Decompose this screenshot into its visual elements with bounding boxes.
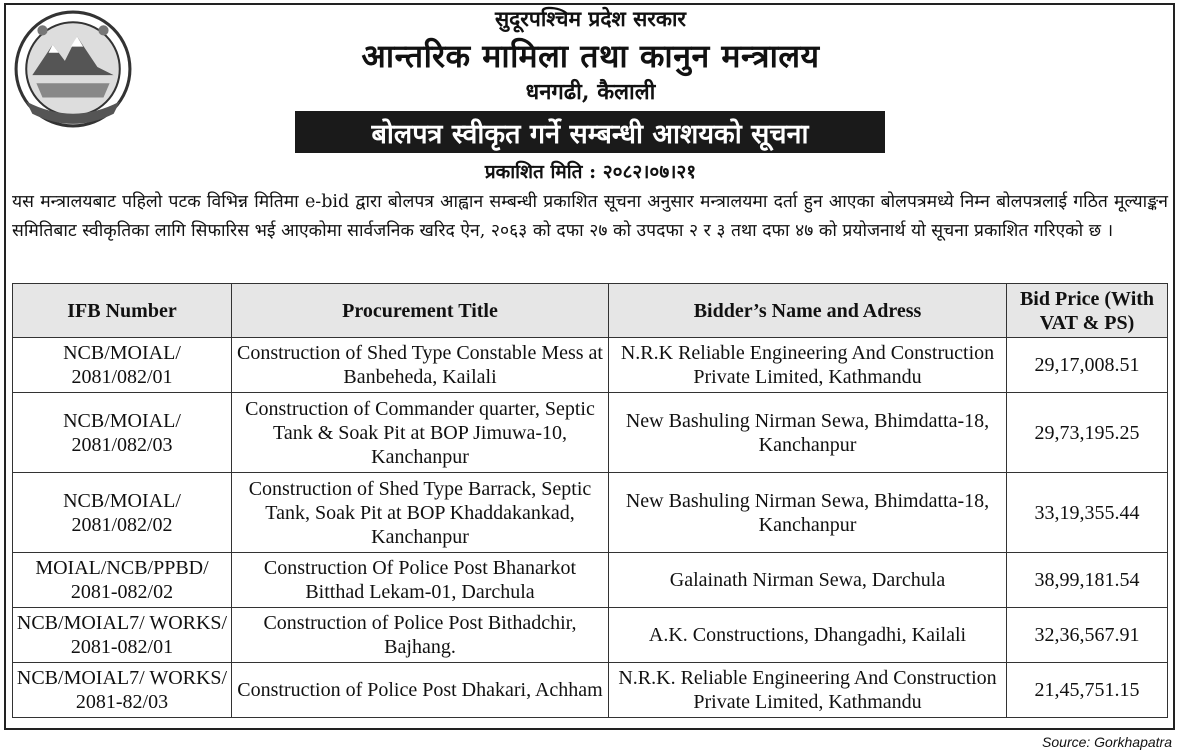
bid-price: 33,19,355.44 <box>1007 473 1168 553</box>
procurement-title: Construction of Police Post Dhakari, Achham <box>232 663 609 718</box>
bid-price: 29,17,008.51 <box>1007 338 1168 393</box>
procurement-title: Construction Of Police Post Bhanarkot Bitthad Lekam-01, Darchula <box>232 553 609 608</box>
intro-paragraph: यस मन्त्रालयबाट पहिलो पटक विभिन्न मितिमा e-bid द्वारा बोलपत्र आह्वान सम्बन्धी प्रकाशित सूचना अनुसार मन्त्रालयमा दर्ता हुन आएका बोलपत्रमध्ये निम्न बोलपत्रलाई गठित मूल्याङ्कन समितिबाट स्वीकृतिका लागि सिफारिस भई आएकोमा सार्वजनिक खरिद ऐन, २०६३ को दफा २७ को उपदफा २ र ३ तथा दफा ४७ को प्रयोजनार्थ यो सूचना प्रकाशित गरिएको छ । <box>12 192 1168 241</box>
column-header-title: Procurement Title <box>232 284 609 338</box>
ifb-number: NCB/MOIAL/ 2081/082/03 <box>13 393 232 473</box>
column-header-ifb: IFB Number <box>13 284 232 338</box>
ifb-number: MOIAL/NCB/PPBD/ 2081-082/02 <box>13 553 232 608</box>
procurement-title: Construction of Shed Type Barrack, Septic Tank, Soak Pit at BOP Khaddakankad, Kanchanpur <box>232 473 609 553</box>
procurement-title: Construction of Police Post Bithadchir, Bajhang. <box>232 608 609 663</box>
table-row <box>13 663 1168 718</box>
table-row <box>13 553 1168 608</box>
ifb-number: NCB/MOIAL/ 2081/082/01 <box>13 338 232 393</box>
ifb-number: NCB/MOIAL/ 2081/082/02 <box>13 473 232 553</box>
bidder-name: Galainath Nirman Sewa, Darchula <box>609 553 1007 608</box>
ifb-number: NCB/MOIAL7/ WORKS/ 2081-82/03 <box>13 663 232 718</box>
table-row <box>13 338 1168 393</box>
office-location: धनगढी, कैलाली <box>525 79 656 105</box>
bid-table <box>12 283 1168 718</box>
bid-price: 32,36,567.91 <box>1007 608 1168 663</box>
bidder-name: New Bashuling Nirman Sewa, Bhimdatta-18, Kanchanpur <box>609 473 1007 553</box>
government-name: सुदूरपश्चिम प्रदेश सरकार <box>494 6 687 31</box>
bidder-name: N.R.K. Reliable Engineering And Construction Private Limited, Kathmandu <box>609 663 1007 718</box>
table-row <box>13 473 1168 553</box>
published-date: प्रकाशित मिति : २०८२।०७।२१ <box>484 161 697 183</box>
bidder-name: New Bashuling Nirman Sewa, Bhimdatta-18, Kanchanpur <box>609 393 1007 473</box>
notice-title: बोलपत्र स्वीकृत गर्ने सम्बन्धी आशयको सूचना <box>295 111 885 153</box>
bid-price: 21,45,751.15 <box>1007 663 1168 718</box>
bid-price: 29,73,195.25 <box>1007 393 1168 473</box>
procurement-title: Construction of Shed Type Constable Mess at Banbeheda, Kailali <box>232 338 609 393</box>
bidder-name: N.R.K Reliable Engineering And Construction Private Limited, Kathmandu <box>609 338 1007 393</box>
table-row <box>13 393 1168 473</box>
bidder-name: A.K. Constructions, Dhangadhi, Kailali <box>609 608 1007 663</box>
source-credit: Source: Gorkhapatra <box>1042 734 1172 750</box>
ifb-number: NCB/MOIAL7/ WORKS/ 2081-082/01 <box>13 608 232 663</box>
ministry-name: आन्तरिक मामिला तथा कानुन मन्त्रालय <box>361 37 820 75</box>
table-row <box>13 608 1168 663</box>
procurement-title: Construction of Commander quarter, Septic Tank & Soak Pit at BOP Jimuwa-10, Kanchanpur <box>232 393 609 473</box>
column-header-bidder: Bidder’s Name and Adress <box>609 284 1007 338</box>
bid-price: 38,99,181.54 <box>1007 553 1168 608</box>
table-header-row <box>13 284 1168 338</box>
column-header-price: Bid Price (With VAT & PS) <box>1007 284 1168 338</box>
